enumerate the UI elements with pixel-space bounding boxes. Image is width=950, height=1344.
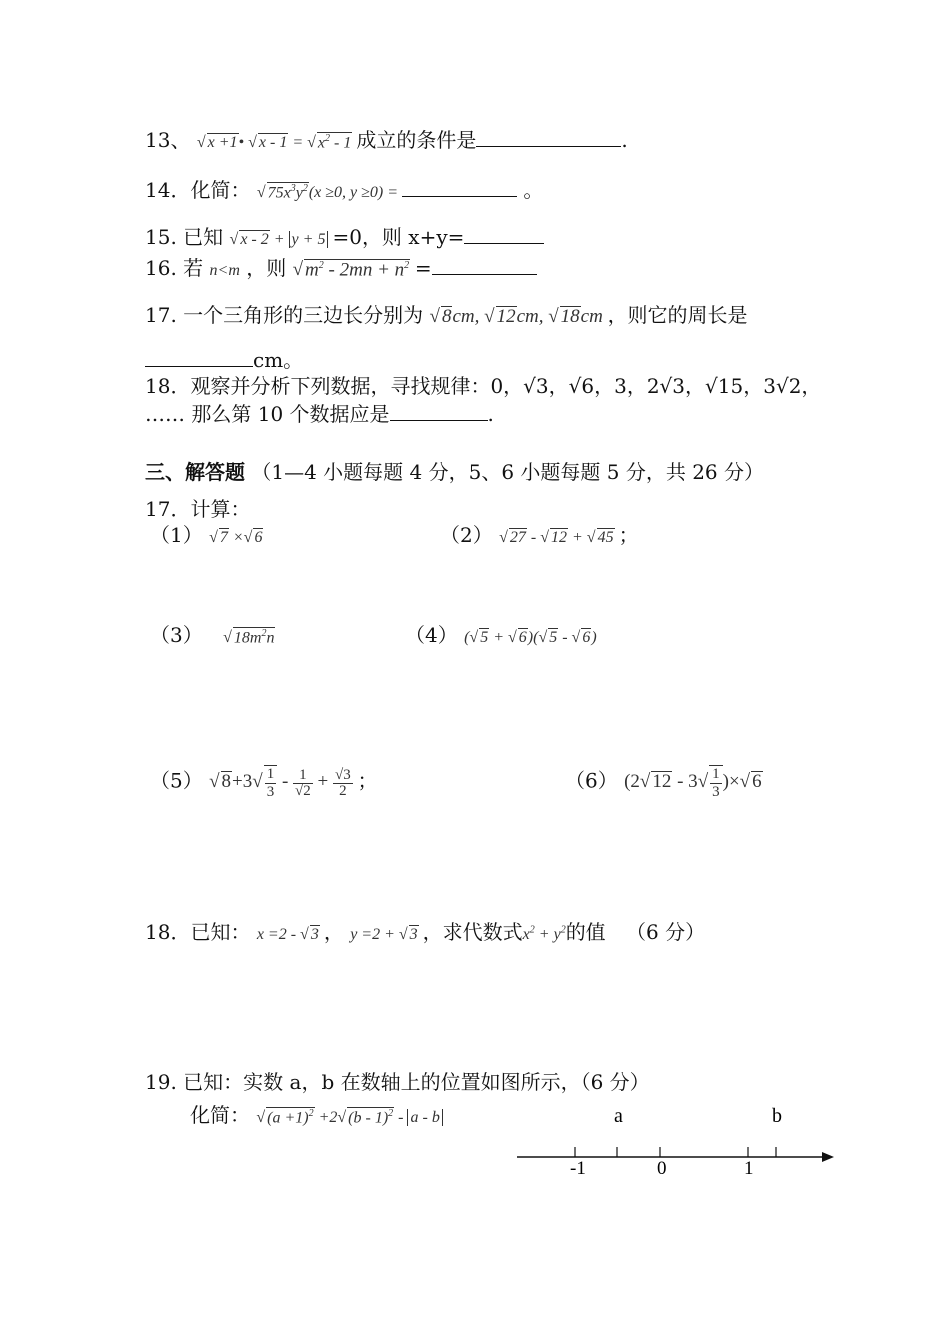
q17-p2-end: ； [618,523,639,547]
question-13 [145,128,628,152]
q17-p2-label: （2） [440,523,493,547]
q17-part-2 [440,525,639,547]
q13-answer-blank [476,128,621,147]
q15-formula: √ x - 2 + y + 5 [230,231,333,248]
tick-label-minus-1: -1 [570,1158,586,1179]
q17a-answer-blank [145,348,253,367]
q17a-formula: √ 8cm, √ 12cm, √ 18cm [429,306,608,327]
q14-formula: √ $75x^3y^2(x \ge 0$, y ≥0) = [256,182,403,201]
section-header [145,462,764,482]
question-18-pattern-line2 [145,402,494,424]
q17a-text: 17. 一个三角形的三边长分别为 [145,303,424,327]
q19-sub: 化简： [190,1103,250,1127]
q17-p4-label: （4） [405,623,458,647]
q17-p2-expr: √ 27 - √ 12 + √ 45 [499,529,614,546]
question-17-triangle [145,305,748,328]
section-description: （1—4 小题每题 4 分，5、6 小题每题 5 分，共 26 分） [251,460,765,484]
q17-part-1 [150,525,263,547]
q17-part-6 [565,765,763,800]
q17-part-4 [405,625,597,647]
section-title: 三、解答题 [145,460,245,484]
q19-text: 19. 已知：实数 a，b 在数轴上的位置如图所示，（6 分） [145,1070,650,1094]
q15-answer-blank [464,225,544,244]
q17-p6-label: （6） [565,768,618,793]
q18-y-value: y =2 + √ 3 [350,926,418,943]
q17-part-3 [150,625,275,647]
question-18: 18．已知： x =2 - √ 3 ， y =2 + √ 3 ，求代数式$x^2 + y^2$的值 （6 分） [145,920,706,944]
q14-number: 14．化简： [145,178,251,202]
q16-answer-blank [432,256,537,275]
q18a-line1: 18．观察并分析下列数据，寻找规律：0，√3，√6，3，2√3，√15，3√2， [145,374,822,398]
point-b-label: b [772,1105,782,1127]
q18-x-value: x =2 - √ 3 [256,926,319,943]
tick-label-1: 1 [744,1158,754,1179]
question-19 [145,1072,650,1092]
q19-expression: √ $(a +1)^2 +2√$ (b - 1)$^2$ - a - b [256,1109,442,1126]
q18a-end: . [487,402,494,426]
q15-text: ，则 x+y= [361,225,465,249]
q17-p4-expr: (√ 5 + √ 6)(√ 5 - √ 6) [464,629,597,646]
q15-number: 15. 已知 [145,225,224,249]
question-16 [145,256,537,281]
q17-p5-expr: √ 8+3√ $\frac{1}{3}$ - $\frac{1}{√2}$ + $\frac{√3}{2}$ [209,766,351,800]
q18-tail: 的值 [565,920,606,944]
q18-number: 18．已知： [145,920,251,944]
q17-p6-expr: (2√ 12 - 3√ $\frac{1}{3}$ )×√ 6 [624,766,762,800]
q18a-line2: …… 那么第 10 个数据应是 [145,402,390,426]
question-14 [145,180,543,202]
q17a-question: ，则它的周长是 [607,303,748,327]
q18a-answer-blank [390,402,488,421]
q18-text: ，求代数式 [422,920,523,944]
q17-p5-end: ； [357,768,378,793]
q17-p1-expr: √ 7 ×√ 6 [209,529,263,546]
axis-arrow-icon [822,1152,834,1162]
q16-equals: = [414,256,432,280]
q14-end: 。 [523,178,544,202]
q18-expression: $x^2 + y^2$ [522,924,566,943]
q16-condition: n<m [209,262,240,279]
q16-text: ，则 [246,256,287,280]
question-19-simplify [190,1105,443,1127]
q17a-unit: cm。 [253,348,304,372]
q14-answer-blank [402,186,517,197]
q16-number: 16. 若 [145,256,204,280]
question-15: 15. 已知 √ x - 2 + y + 5 =0，则 x+y= [145,225,544,249]
q17-p5-label: （5） [150,768,203,793]
question-17-title [145,499,250,519]
q16-formula: √ $m^2 - 2mn + n^2$ [292,259,410,280]
tick-label-0: 0 [657,1158,667,1179]
point-a-label: a [614,1105,623,1127]
q13-text: 成立的条件是 [356,128,477,152]
question-18-pattern [145,376,821,396]
q17-p3-label: （3） [150,623,203,647]
q17-p1-label: （1） [150,523,203,547]
q17-p3-expr: √ $18m^2n$ [223,627,275,646]
q17-title: 17．计算： [145,497,251,521]
q18-score: （6 分） [626,920,706,944]
question-17-answer-line [145,348,303,370]
q13-number: 13、 [145,128,191,152]
q17-part-5 [150,765,377,800]
q13-formula: √ x +1• √ x - 1 = √ $x^2 - 1$ [196,132,352,151]
q13-end: . [621,128,628,152]
